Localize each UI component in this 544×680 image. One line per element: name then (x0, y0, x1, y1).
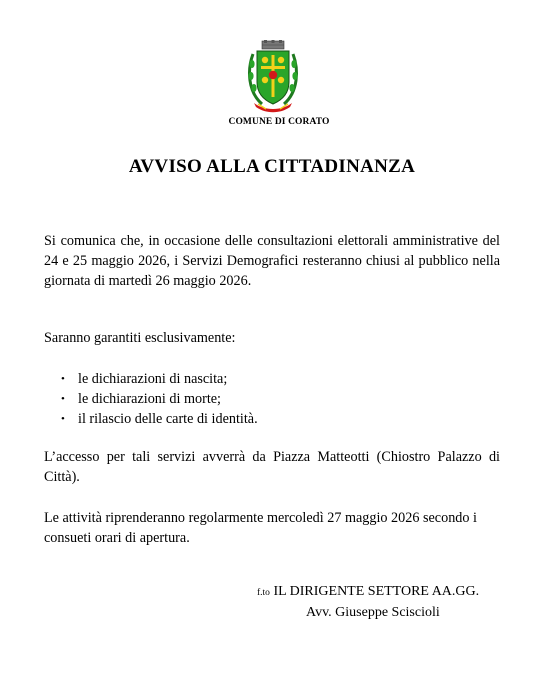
list-item (44, 389, 500, 409)
resume-paragraph: Le attività riprenderanno regolarmente mercoledì 27 maggio 2026 secondo i consueti orari di apertura. (44, 510, 477, 546)
signature-role-text: IL DIRIGENTE SETTORE AA.GG. (273, 584, 480, 599)
list-item-text: le dichiarazioni di morte; (78, 391, 222, 407)
bullet-icon: • (61, 373, 65, 385)
services-list (44, 369, 500, 429)
list-item-text: il rilascio delle carte di identità. (78, 411, 258, 427)
bullet-icon: • (61, 413, 65, 425)
municipality-name: COMUNE DI CORATO (228, 117, 330, 127)
bullet-icon: • (61, 393, 65, 405)
signature-name: Avv. Giuseppe Sciscioli (306, 605, 440, 620)
notice-title: AVVISO ALLA CITTADINANZA (128, 156, 416, 177)
coat-of-arms-icon (246, 40, 300, 114)
intro-paragraph: Si comunica che, in occasione delle consultazioni elettorali amministrative del 24 e 25 maggio 2026, i Servizi Demografici resteranno chiusi al pubblico nella giornata di martedì 26 maggio 2026. (44, 233, 500, 289)
signature-role (257, 584, 479, 600)
list-item-text: le dichiarazioni di nascita; (78, 371, 228, 387)
guaranteed-paragraph: Saranno garantiti esclusivamente: (44, 330, 236, 346)
list-item (44, 409, 500, 429)
list-item (44, 369, 500, 389)
signature-prefix: f.to (257, 588, 270, 598)
access-paragraph: L’accesso per tali servizi avverrà da Piazza Matteotti (Chiostro Palazzo di Città). (44, 449, 500, 485)
